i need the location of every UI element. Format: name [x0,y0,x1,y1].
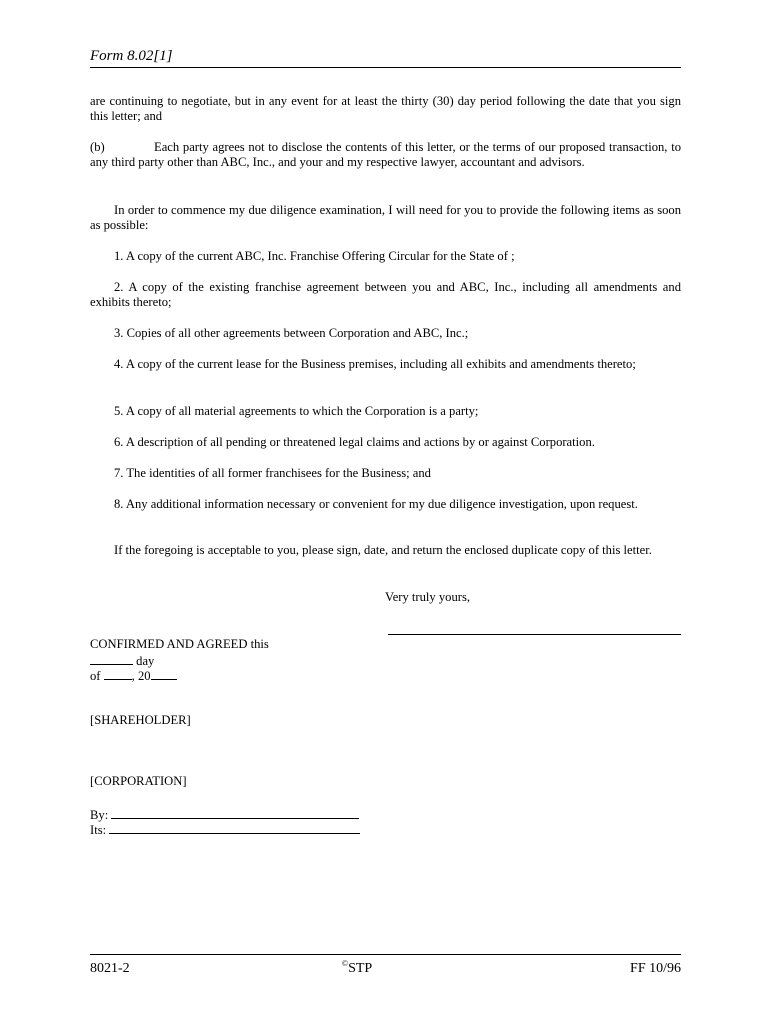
form-title: Form 8.02[1] [90,48,173,64]
list-item-3: 3. Copies of all other agreements between Corporation and ABC, Inc.; [114,326,469,340]
paragraph-b-text: Each party agrees not to disclose the contents of this letter, or the terms of our proposed transaction, to any third party other than ABC, Inc., and your and my respective lawyer, accountant and advisors. [90,140,681,170]
document-page [90,0,681,1024]
signature-line [388,634,681,635]
footer-center-text: STP [348,961,373,976]
its-blank [109,821,360,834]
corporation-label: [CORPORATION] [90,774,187,788]
month-blank [104,667,132,680]
closing-salutation: Very truly yours, [385,590,470,604]
list-item-2: 2. A copy of the existing franchise agreement between you and ABC, Inc., including all amendments and exhibits thereto; [90,280,681,310]
paragraph-closing: If the foregoing is acceptable to you, please sign, date, and return the enclosed duplicate copy of this letter. [114,543,652,557]
its-label: Its: [90,823,107,837]
copyright-symbol: © [342,959,349,968]
confirm-date-line [90,667,177,684]
list-item-1: 1. A copy of the current ABC, Inc. Franchise Offering Circular for the State of ; [114,249,515,263]
year-prefix: , 20 [131,669,151,683]
its-line [90,821,360,838]
paragraph-continuation: are continuing to negotiate, but in any event for at least the thirty (30) day period following the date that you sign this letter; and [90,94,681,124]
of-label: of [90,669,101,683]
by-blank [111,806,359,819]
list-item-6: 6. A description of all pending or threatened legal claims and actions by or against Corporation. [114,435,595,449]
shareholder-label: [SHAREHOLDER] [90,713,191,727]
day-blank [90,652,133,665]
paragraph-b [90,140,681,171]
confirmed-agreed-text: CONFIRMED AND AGREED this [90,637,269,651]
footer-rule [90,954,681,955]
paragraph-due-diligence-intro: In order to commence my due diligence examination, I will need for you to provide the following items as soon as possible: [90,203,681,233]
list-item-7: 7. The identities of all former franchisees for the Business; and [114,466,431,480]
day-label: day [136,654,155,668]
by-label: By: [90,808,109,822]
footer-page-number: 8021-2 [90,961,130,976]
paragraph-b-label: (b) [90,140,105,154]
footer-form-code: FF 10/96 [630,961,681,976]
list-item-4: 4. A copy of the current lease for the Business premises, including all exhibits and amendments thereto; [114,357,636,371]
year-blank [151,667,177,680]
list-item-5: 5. A copy of all material agreements to which the Corporation is a party; [114,404,479,418]
page-header [90,47,681,68]
footer-copyright [342,960,372,977]
list-item-8: 8. Any additional information necessary or convenient for my due diligence investigation, upon request. [114,497,638,511]
